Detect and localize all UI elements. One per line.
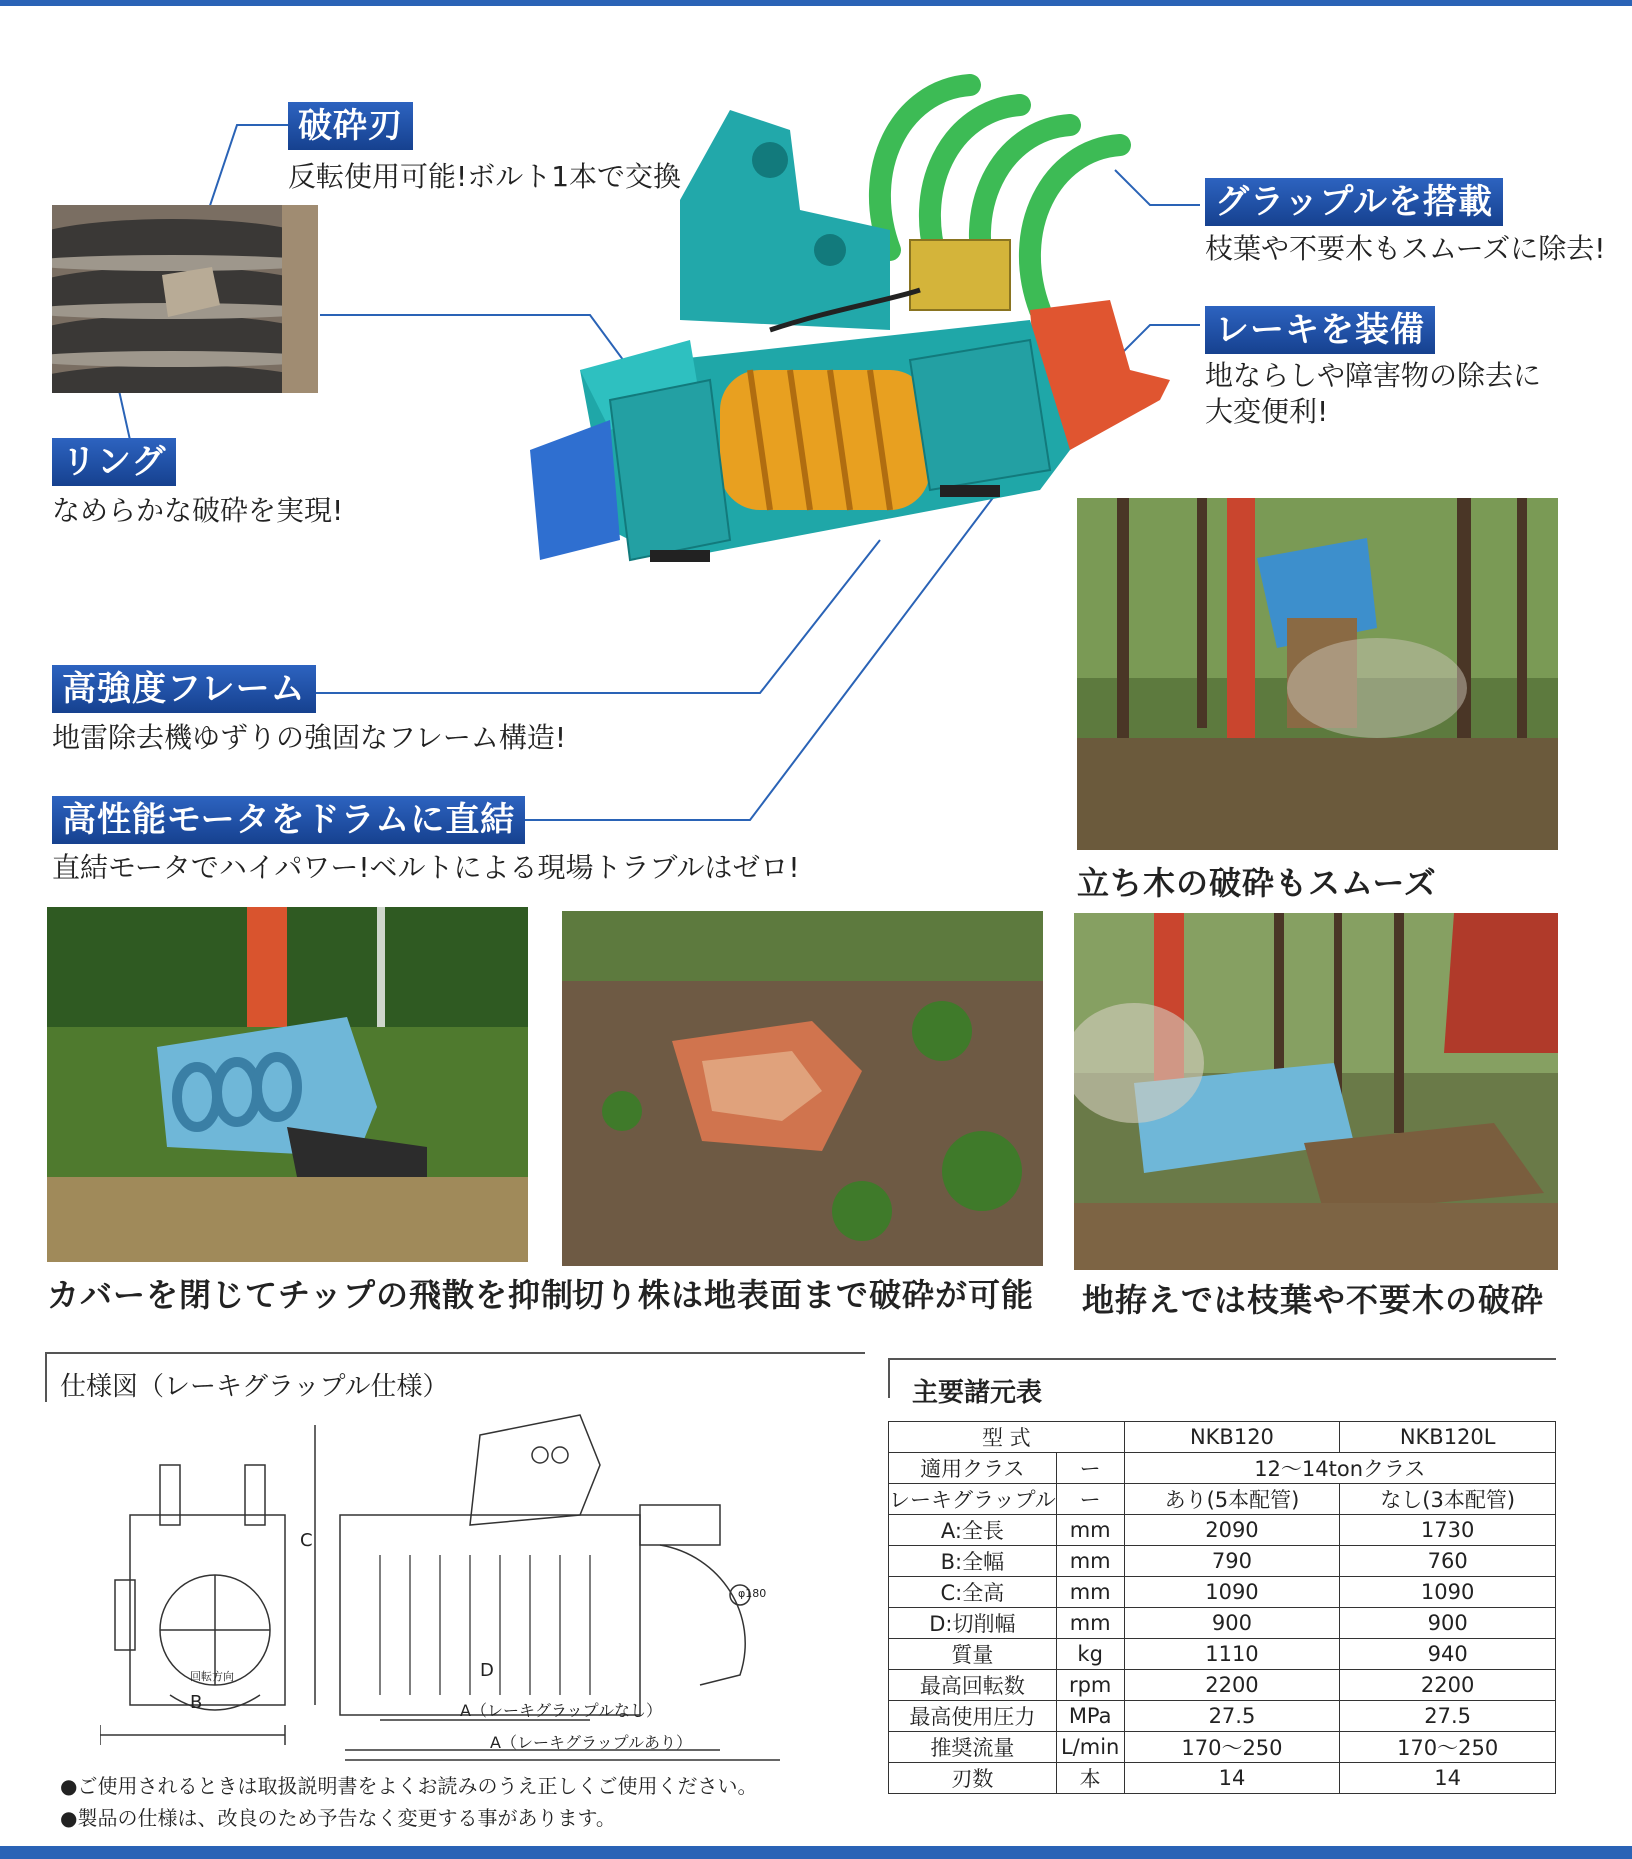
spec-class-name: 適用クラス: [889, 1453, 1057, 1484]
spec-class-value: 12〜14tonクラス: [1124, 1453, 1555, 1484]
spec-header-row: [889, 1422, 1556, 1453]
rake-callout-desc-line1: 地ならしや障害物の除去に: [1205, 359, 1542, 392]
note-2: ●製品の仕様は、改良のため予告なく変更する事があります。: [60, 1806, 616, 1830]
spec-row-value-2: 2200: [1340, 1670, 1556, 1701]
machine-illustration: [470, 70, 1170, 630]
spec-row-value-2: 14: [1340, 1763, 1556, 1794]
dim-label-c: C: [300, 1530, 313, 1551]
blade-closeup-photo: [52, 205, 318, 393]
mount-bracket: [680, 110, 890, 330]
stump-photo: [562, 911, 1043, 1266]
spec-row: [889, 1639, 1556, 1670]
cover-photo: [47, 907, 528, 1262]
spec-row-name: B:全幅: [889, 1546, 1057, 1577]
spec-row-name: レーキグラップル: [889, 1484, 1057, 1515]
spec-row: [889, 1484, 1556, 1515]
grapple-callout-desc: 枝葉や不要木もスムーズに除去!: [1205, 232, 1606, 265]
end-cap: [530, 420, 620, 560]
rotation-direction-label: 回転方向: [190, 1670, 234, 1683]
spec-row-value-1: 2090: [1124, 1515, 1340, 1546]
rake-callout-desc-line2: 大変便利!: [1205, 395, 1329, 428]
dim-label-d: D: [480, 1660, 494, 1681]
spec-table-title: 主要諸元表: [912, 1378, 1043, 1408]
spec-row-unit: rpm: [1056, 1670, 1124, 1701]
spec-row-value-2: 1730: [1340, 1515, 1556, 1546]
spec-row-unit: MPa: [1056, 1701, 1124, 1732]
frame-callout-title: 高強度フレーム: [52, 665, 316, 713]
diameter-label: φ180: [738, 1587, 767, 1600]
note-1: ●ご使用されるときは取扱説明書をよくお読みのうえ正しくご使用ください。: [60, 1774, 758, 1798]
land-prep-caption: 地拵えでは枝葉や不要木の破砕: [1082, 1281, 1545, 1319]
spec-row: [889, 1732, 1556, 1763]
spec-row-name: 質量: [889, 1639, 1057, 1670]
spec-row-value-2: 900: [1340, 1608, 1556, 1639]
grapple-callout-title: グラップルを搭載: [1205, 178, 1503, 226]
spec-row-value-1: 790: [1124, 1546, 1340, 1577]
spec-row: [889, 1546, 1556, 1577]
blade-callout-desc: 反転使用可能!ボルト1本で交換: [288, 160, 682, 193]
spec-class-unit: ー: [1056, 1453, 1124, 1484]
spec-row: [889, 1763, 1556, 1794]
spec-row-unit: kg: [1056, 1639, 1124, 1670]
spec-row-value-1: 14: [1124, 1763, 1340, 1794]
spec-row-name: 最高使用圧力: [889, 1701, 1057, 1732]
spec-header-model-1: NKB120: [1124, 1422, 1340, 1453]
land-prep-photo: [1074, 913, 1558, 1270]
stump-caption: 切り株は地表面まで破砕が可能: [572, 1276, 1035, 1314]
spec-row-value-1: 1110: [1124, 1639, 1340, 1670]
spec-row: [889, 1577, 1556, 1608]
spec-row-value-1: あり(5本配管): [1124, 1484, 1340, 1515]
frame-callout-desc: 地雷除去機ゆずりの強固なフレーム構造!: [52, 721, 567, 754]
bottom-accent-bar: [0, 1846, 1632, 1859]
spec-header-model-2: NKB120L: [1340, 1422, 1556, 1453]
diagram-title: 仕様図（レーキグラップル仕様）: [60, 1372, 449, 1402]
spec-row-unit: mm: [1056, 1546, 1124, 1577]
diagram-section-rule: [45, 1352, 865, 1354]
spec-row-unit: L/min: [1056, 1732, 1124, 1763]
spec-row-name: C:全高: [889, 1577, 1057, 1608]
spec-row: [889, 1701, 1556, 1732]
standing-tree-caption: 立ち木の破砕もスムーズ: [1077, 864, 1437, 902]
spec-row-value-1: 900: [1124, 1608, 1340, 1639]
spec-row-name: 最高回転数: [889, 1670, 1057, 1701]
spec-row-value-1: 170〜250: [1124, 1732, 1340, 1763]
spec-row-value-2: 940: [1340, 1639, 1556, 1670]
spec-row-name: D:切削幅: [889, 1608, 1057, 1639]
spec-row-value-1: 27.5: [1124, 1701, 1340, 1732]
drum: [720, 370, 930, 510]
spec-header-type: 型 式: [889, 1422, 1125, 1453]
spec-row-name: 推奨流量: [889, 1732, 1057, 1763]
spec-row-unit: mm: [1056, 1608, 1124, 1639]
spec-row-unit: mm: [1056, 1577, 1124, 1608]
spec-row-value-2: 1090: [1340, 1577, 1556, 1608]
dim-label-b: B: [190, 1692, 203, 1713]
dim-label-a-with-grapple: A（レーキグラップルあり）: [490, 1733, 692, 1752]
spec-row-value-1: 1090: [1124, 1577, 1340, 1608]
spec-row: [889, 1608, 1556, 1639]
spec-table: [888, 1421, 1556, 1794]
cover-caption: カバーを閉じてチップの飛散を抑制: [47, 1276, 575, 1314]
spec-row: [889, 1515, 1556, 1546]
spec-row-class: [889, 1453, 1556, 1484]
spec-row-value-2: 27.5: [1340, 1701, 1556, 1732]
spec-row-value-2: なし(3本配管): [1340, 1484, 1556, 1515]
spec-row-value-2: 170〜250: [1340, 1732, 1556, 1763]
spec-row-unit: ー: [1056, 1484, 1124, 1515]
spec-section-rule: [888, 1358, 1556, 1360]
spec-row-unit: 本: [1056, 1763, 1124, 1794]
standing-tree-photo: [1077, 498, 1558, 850]
ring-callout-title: リング: [52, 438, 176, 486]
blade-callout-title: 破砕刃: [288, 102, 413, 150]
spec-row-value-1: 2200: [1124, 1670, 1340, 1701]
spec-row-unit: mm: [1056, 1515, 1124, 1546]
spec-row-name: 刃数: [889, 1763, 1057, 1794]
dim-label-a-no-grapple: A（レーキグラップルなし）: [460, 1701, 662, 1720]
spec-row-name: A:全長: [889, 1515, 1057, 1546]
rake-callout-title: レーキを装備: [1205, 306, 1435, 354]
motor-callout-title: 高性能モータをドラムに直結: [52, 796, 525, 844]
motor-callout-desc: 直結モータでハイパワー!ベルトによる現場トラブルはゼロ!: [52, 851, 800, 884]
spec-row-value-2: 760: [1340, 1546, 1556, 1577]
ring-callout-desc: なめらかな破砕を実現!: [52, 494, 344, 527]
spec-row: [889, 1670, 1556, 1701]
